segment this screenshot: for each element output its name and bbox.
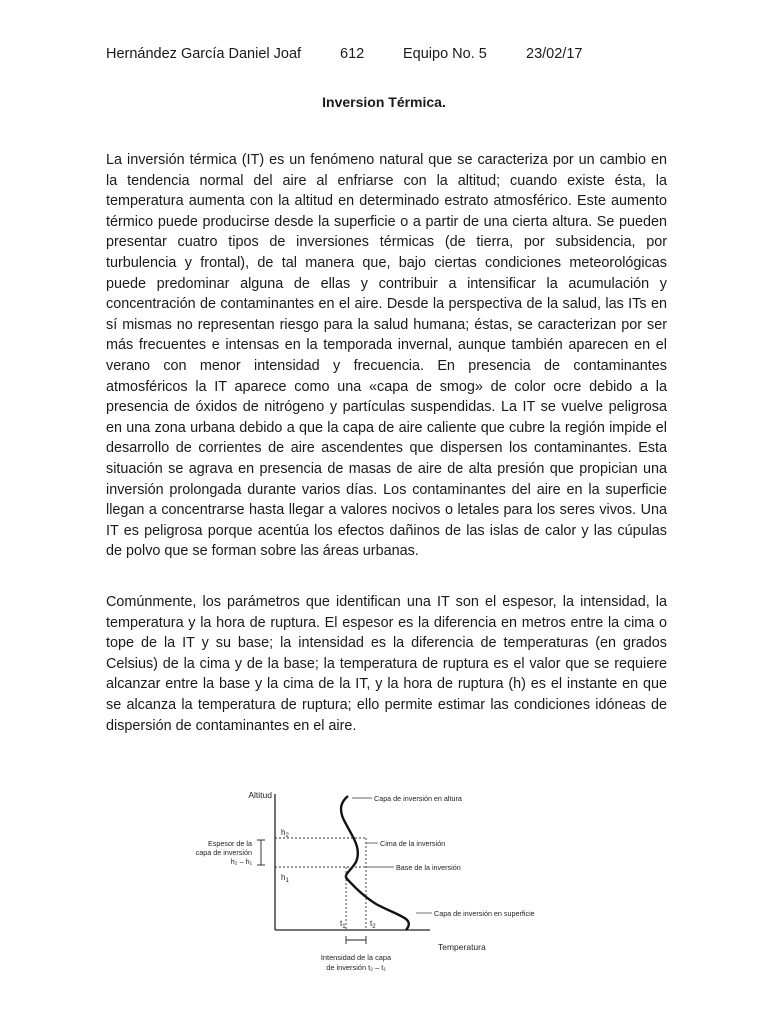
thickness-formula: h₂ – h₁ bbox=[230, 857, 252, 866]
x-axis-label: Temperatura bbox=[438, 942, 486, 952]
paragraph-intro: La inversión térmica (IT) es un fenómeno natural que se caracteriza por un cambio en la tendencia normal del aire al enfriarse con la altitud; cuando existe ésta, la temperatura aumenta con la altitud en determinado estrato atmosférico. Este aumento térmico puede producirse desde la superficie o a partir de una cierta altura. Se pueden presentar cuatro tipos de inversiones térmicas (de tierra, por subsidencia, por turbulencia y frontal), de tal manera que, bajo ciertas condiciones meteorológicas puede predominar alguna de ellas y contribuir a intensificar la acumulación y concentración de contaminantes en el aire. Desde la perspectiva de la salud, las ITs en sí mismas no representan riesgo para la salud humana; éstas, se caracterizan por ser más frecuentes e intensas en la temporada invernal, aunque también aparecen en el verano con menor intensidad y frecuencia. En presencia de contaminantes atmosféricos la IT aparece como una «capa de smog» de color ocre debido a la presencia de óxidos de nitrógeno y partículas suspendidas. La IT se vuelve peligrosa en una zona urbana debido a que la capa de aire caliente que cubre la región impide el desarrollo de corrientes de aire ascendentes que dispersen los contaminantes. Esta situación se agrava en presencia de masas de aire de alta presión que propician una inversión prolongada durante varios días. Los contaminantes del aire en la superficie llegan a concentrarse hasta llegar a valores nocivos o letales para los seres vivos. Una IT es peligrosa porque acentúa los efectos dañinos de las islas de calor y las cúpulas de polvo que se forman sobre las áreas urbanas. bbox=[106, 152, 667, 560]
label-surface-layer: Capa de inversión en superficie bbox=[434, 909, 535, 918]
document-title: Inversion Térmica. bbox=[322, 94, 446, 110]
label-top-layer: Capa de inversión en altura bbox=[374, 794, 462, 803]
thickness-label-line2: capa de inversión bbox=[195, 848, 252, 857]
label-base-of-inversion: Base de la inversión bbox=[396, 863, 461, 872]
author-name: Hernández García Daniel Joaf bbox=[106, 46, 302, 62]
inversion-diagram-svg bbox=[180, 780, 600, 990]
label-top-of-inversion: Cima de la inversión bbox=[380, 839, 446, 848]
inversion-diagram bbox=[180, 780, 600, 990]
h1-label: $h_1$ bbox=[281, 873, 289, 884]
intensity-label-line1: Intensidad de la capa bbox=[320, 953, 392, 962]
t1-label: $t_1$ bbox=[340, 919, 346, 930]
team-number: Equipo No. 5 bbox=[403, 46, 487, 62]
document-date: 23/02/17 bbox=[526, 46, 583, 62]
t2-label: $t_2$ bbox=[370, 919, 376, 930]
thickness-label-line1: Espesor de la bbox=[208, 839, 252, 848]
h2-label: $h_2$ bbox=[281, 828, 289, 839]
intensity-label-line2: de inversión t₂ – t₁ bbox=[326, 963, 386, 972]
y-axis-label: Altitud bbox=[248, 790, 272, 800]
paragraph-parameters: Comúnmente, los parámetros que identifican una IT son el espesor, la intensidad, la temperatura y la hora de ruptura. El espesor es la diferencia en metros entre la cima o tope de la IT y su base; la intensidad es la diferencia de temperaturas (en grados Celsius) de la cima y de la base; la temperatura de ruptura es el valor que se requiere alcanzar entre la base y la cima de la IT, y la hora de ruptura (h) es el instante en que se alcanza la temperatura de ruptura; ello permite estimar las condiciones idóneas de dispersión de contaminantes en el aire. bbox=[106, 594, 667, 734]
group-number: 612 bbox=[340, 46, 365, 62]
